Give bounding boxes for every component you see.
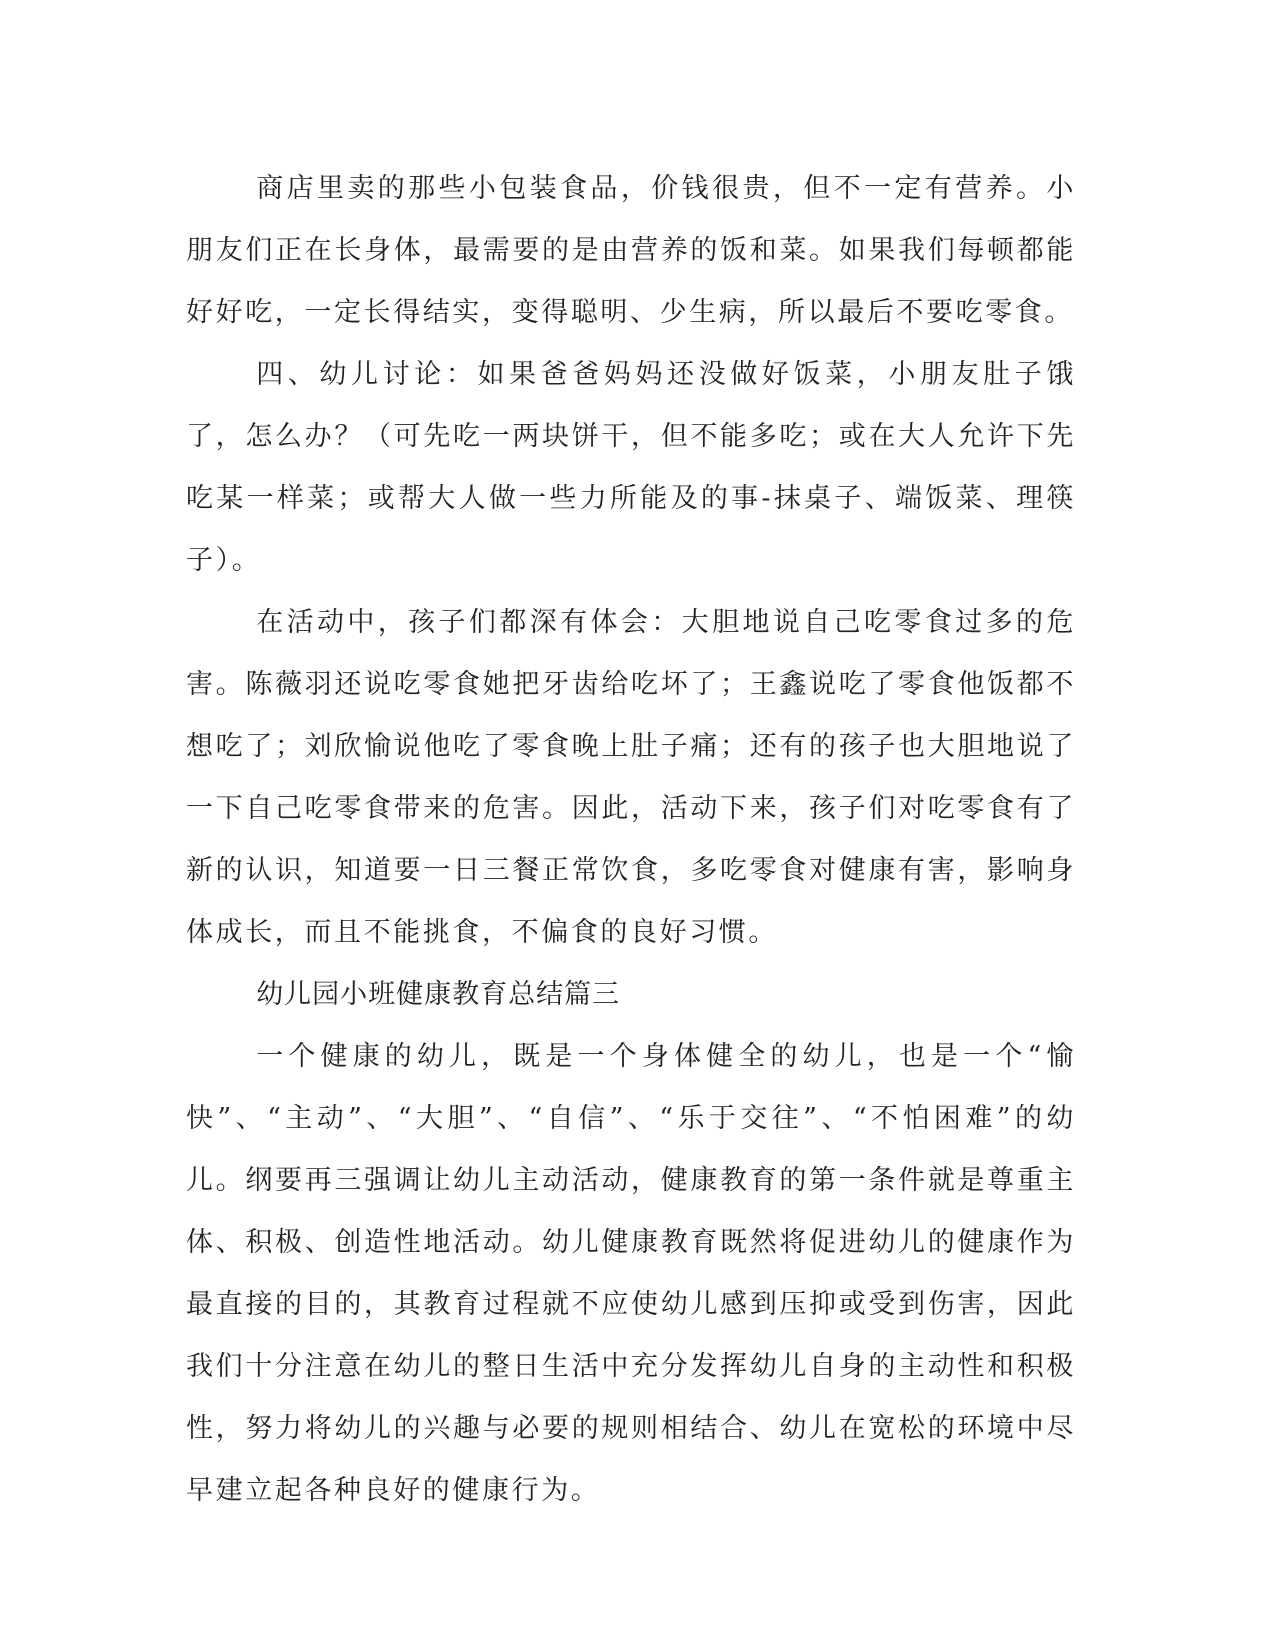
paragraph-healthy-child: 一个健康的幼儿，既是一个身体健全的幼儿，也是一个“愉快”、“主动”、“大胆”、“自信”、“乐于交往”、“不怕困难”的幼儿。纲要再三强调让幼儿主动活动，健康教育的第一条件就是尊重主体、积极、创造性地活动。幼儿健康教育既然将促进幼儿的健康作为最直接的目的，其教育过程就不应使幼儿感到压抑或受到伤害，因此我们十分注意在幼儿的整日生活中充分发挥幼儿自身的主动性和积极性，努力将幼儿的兴趣与必要的规则相结合、幼儿在宽松的环境中尽早建立起各种良好的健康行为。 bbox=[186, 1041, 1076, 1506]
paragraph-activity-reflection: 在活动中，孩子们都深有体会：大胆地说自己吃零食过多的危害。陈薇羽还说吃零食她把牙齿给吃坏了；王鑫说吃了零食他饭都不想吃了；刘欣愉说他吃了零食晚上肚子痛；还有的孩子也大胆地说了一下自己吃零食带来的危害。因此，活动下来，孩子们对吃零食有了新的认识，知道要一日三餐正常饮食，多吃零食对健康有害，影响身体成长，而且不能挑食，不偏食的良好习惯。 bbox=[186, 607, 1076, 948]
paragraph-snack-nutrition: 商店里卖的那些小包装食品，价钱很贵，但不一定有营养。小朋友们正在长身体，最需要的是由营养的饭和菜。如果我们每顿都能好好吃，一定长得结实，变得聪明、少生病，所以最后不要吃零食。 bbox=[186, 173, 1076, 328]
section-title: 幼儿园小班健康教育总结篇三 bbox=[256, 979, 621, 1010]
document-body bbox=[186, 158, 1076, 1522]
paragraph-discussion: 四、幼儿讨论：如果爸爸妈妈还没做好饭菜，小朋友肚子饿了，怎么办？（可先吃一两块饼干，但不能多吃；或在大人允许下先吃某一样菜；或帮大人做一些力所能及的事-抹桌子、端饭菜、理筷子）。 bbox=[186, 359, 1076, 576]
